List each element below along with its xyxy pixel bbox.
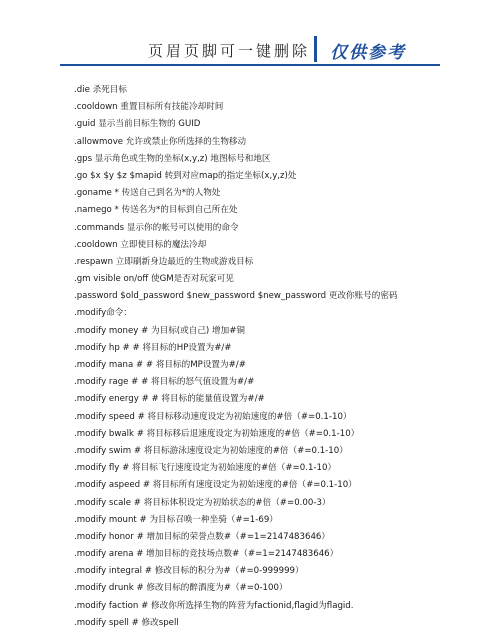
list-item: .modify swim # 将目标游泳速度设定为初始速度的#倍（#=0.1-10） [74,445,348,456]
list-item: .gm visible on/off 使GM是否对玩家可见 [74,274,234,285]
command-list [74,82,494,632]
list-item: .modify fly # 将目标飞行速度设定为初始速度的#倍（#=0.1-10） [74,463,337,474]
list-item: .modify scale # 将目标体积设定为初始状态的#倍（#=0.00-3） [74,497,331,508]
list-item: .modify integral # 修改目标的积分为#（#=0-999999） [74,566,304,577]
list-item: .modify arena # 增加目标的竞技场点数#（#=1=2147483646） [74,549,339,560]
list-item: .cooldown 重置目标所有技能冷却时间 [74,102,224,113]
list-item: .modify money # 为目标(或自己) 增加#铜 [74,325,245,336]
list-item: .modify bwalk # 将目标移后退速度设定为初始速度的#倍（#=0.1-10） [74,428,360,439]
list-item: .cooldown 立即使目标的魔法冷却 [74,239,207,250]
list-item: .modify hp # # 将目标的HP设置为#/# [74,342,232,353]
list-item: .modify mana # # 将目标的MP设置为#/# [74,360,246,370]
list-item: .respawn 立即刷新身边最近的生物或游戏目标 [74,256,254,267]
list-item: .modify spell # 修改spell [74,617,179,628]
list-item: .modify honor # 增加目标的荣誉点数#（#=1=2147483646） [74,531,330,542]
list-item: .goname * 传送自己到名为*的人物处 [74,188,221,199]
list-item: .modify energy # # 将目标的能量值设置为#/# [74,394,265,405]
list-item: .modify rage # # 将目标的怒气值设置为#/# [74,377,255,388]
list-item: .modify drunk # 修改目标的醉酒度为#（#=0-100） [74,583,288,594]
list-item: .modify faction # 修改你所选择生物的阵营为factionid,flagid为flagid. [74,600,354,611]
list-item: .modify mount # 为目标召唤一种坐骑（#=1-69） [74,514,278,525]
list-item: .password $old_password $new_password $new_password 更改你账号的密码 [74,291,398,302]
list-item: .guid 显示当前目标生物的 GUID [74,119,201,130]
header-rule [60,64,440,66]
header-left-text: 页眉页脚可一键删除 [148,42,311,60]
list-item: .allowmove 允许或禁止你所选择的生物移动 [74,136,247,147]
list-item: .modify aspeed # 将目标所有速度设定为初始速度的#倍（#=0.1-10） [74,480,357,491]
page-header [0,0,500,72]
list-item: .go $x $y $z $mapid 转到对应map的指定坐标(x,y,z)处 [74,170,297,181]
list-item: .modify speed # 将目标移动速度设定为初始速度的#倍（#=0.1-10） [74,411,352,422]
list-item: .gps 显示角色或生物的坐标(x,y,z) 地图标号和地区 [74,153,271,164]
list-item: .namego * 传送名为*的目标到自己所在处 [74,205,238,216]
list-item: .modify命令： [74,308,132,319]
header-right-text: 仅供参考 [330,43,406,63]
header-divider [314,36,317,62]
list-item: .die 杀死目标 [74,85,127,95]
list-item: .commands 显示你的帐号可以使用的命令 [74,222,239,233]
